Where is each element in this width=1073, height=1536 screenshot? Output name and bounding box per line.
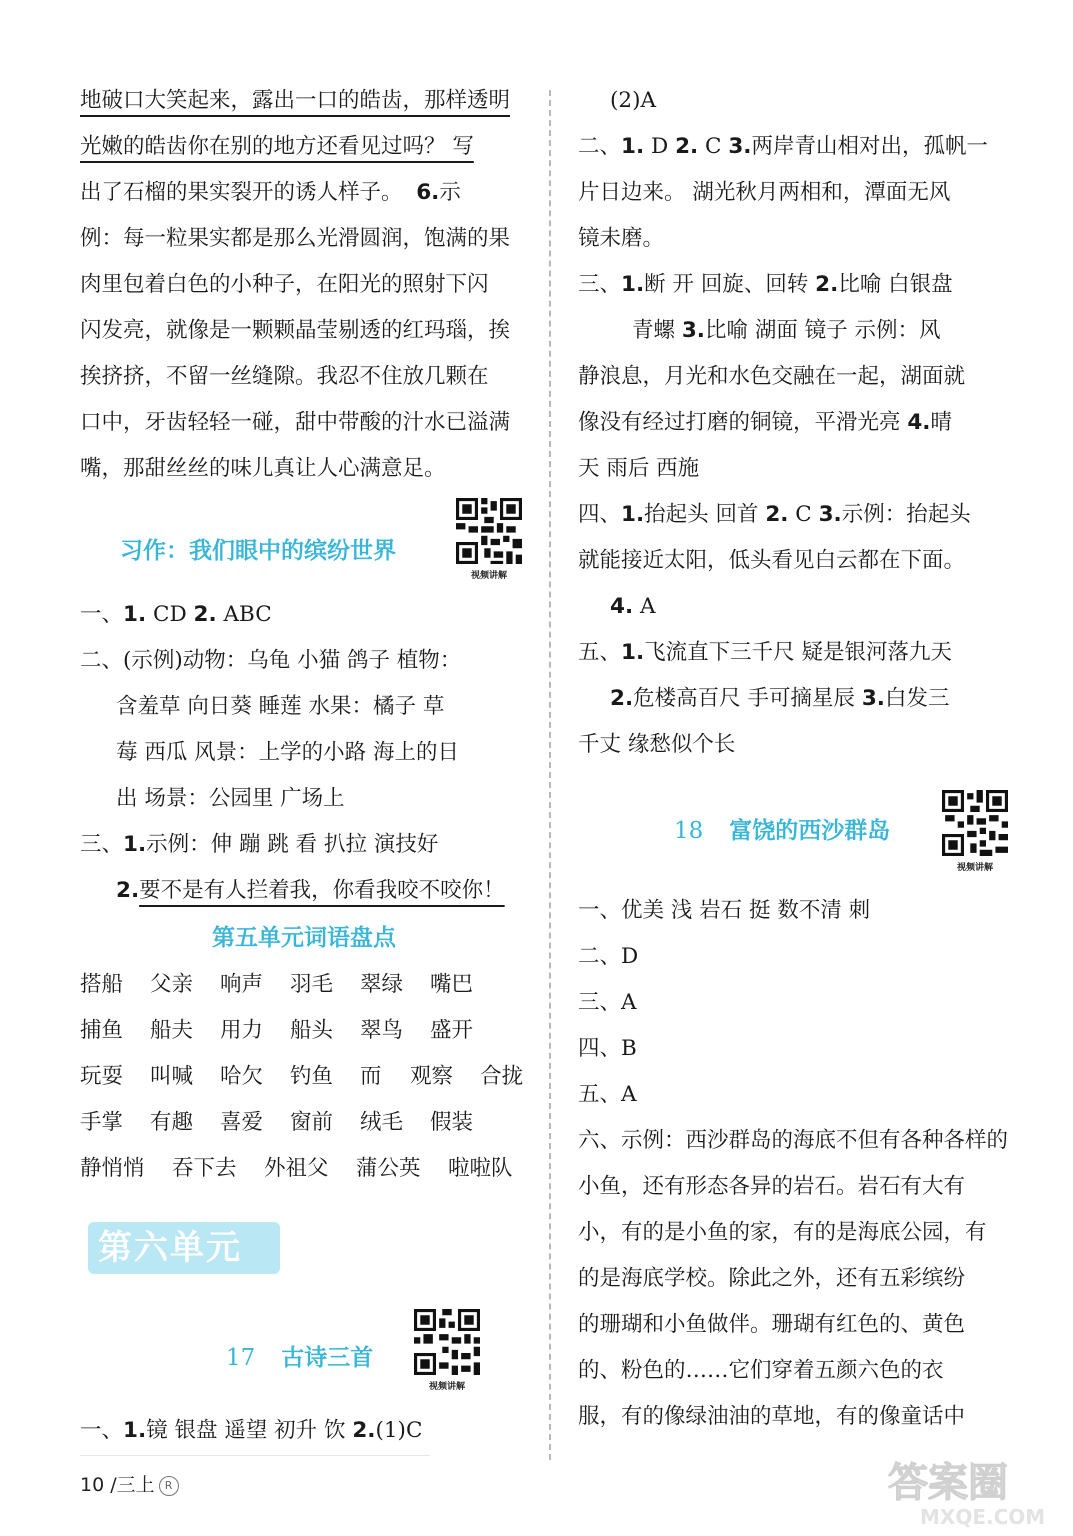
qr-label: 视频讲解 bbox=[470, 571, 507, 581]
answer-line: 四、1.抬起头 回首 2. C 3.示例：抬起头 bbox=[578, 502, 971, 527]
answer-line: (2)A bbox=[610, 88, 656, 113]
section-heading-xizuo bbox=[80, 492, 528, 592]
qr-code-icon bbox=[456, 498, 522, 564]
text-line: 嘴，那甜丝丝的味儿真让人心满意足。 bbox=[80, 456, 446, 481]
answer-line: 二、D bbox=[578, 944, 639, 969]
word-row: 玩耍 叫喊 哈欠 钓鱼 而 观察 合拢 bbox=[80, 1064, 524, 1089]
qr-code[interactable] bbox=[414, 1309, 480, 1392]
answer-line: 2.要不是有人拦着我，你看我咬不咬你！ bbox=[116, 878, 505, 903]
page-footer bbox=[80, 1470, 179, 1497]
answer-line: 一、1. CD 2. ABC bbox=[80, 602, 272, 627]
unit5-title: 第五单元词语盘点 bbox=[212, 925, 396, 951]
lesson17-heading bbox=[80, 1305, 528, 1405]
answer-line: 六、示例：西沙群岛的海底不但有各种各样的 bbox=[578, 1128, 1009, 1153]
answer-line: 四、B bbox=[578, 1036, 637, 1061]
answer-line: 静浪息，月光和水色交融在一起，湖面就 bbox=[578, 364, 966, 389]
answer-line: 青螺 3.比喻 湖面 镜子 示例：风 bbox=[632, 318, 941, 343]
unit5-word-list bbox=[80, 962, 528, 1192]
answer-line: 服，有的像绿油油的草地，有的像童话中 bbox=[578, 1404, 966, 1429]
text-line: 口中，牙齿轻轻一碰，甜中带酸的汁水已溢满 bbox=[80, 410, 511, 435]
qr-code-icon bbox=[414, 1309, 480, 1375]
qr-code-icon bbox=[942, 790, 1008, 856]
answer-line: 就能接近太阳，低头看见白云都在下面。 bbox=[578, 548, 966, 573]
answer-line: 莓 西瓜 风景：上学的小路 海上的日 bbox=[116, 740, 460, 765]
qr-label: 视频讲解 bbox=[428, 1382, 465, 1392]
answer-line: 的、粉色的……它们穿着五颜六色的衣 bbox=[578, 1358, 944, 1383]
word-row: 捕鱼 船夫 用力 船头 翠鸟 盛开 bbox=[80, 1018, 474, 1043]
answer-line: 三、A bbox=[578, 990, 637, 1015]
qr-label: 视频讲解 bbox=[956, 863, 993, 873]
text-line: 例：每一粒果实都是那么光滑圆润，饱满的果 bbox=[80, 226, 511, 251]
watermark-logo bbox=[880, 1450, 1065, 1530]
answer-line: 2.危楼高百尺 手可摘星辰 3.白发三 bbox=[610, 686, 950, 711]
answer-line: 五、A bbox=[578, 1082, 637, 1107]
section-title: 习作：我们眼中的缤纷世界 bbox=[120, 538, 396, 564]
lesson-title: 17 古诗三首 bbox=[226, 1345, 374, 1371]
text-line: 光嫩的皓齿你在别的地方还看见过吗？ 写 bbox=[80, 134, 474, 159]
answer-line: 像没有经过打磨的铜镜，平滑光亮 4.晴 bbox=[578, 410, 952, 435]
text-line: 出了石榴的果实裂开的诱人样子。 6.示 bbox=[80, 180, 461, 205]
answer-line: 天 雨后 西施 bbox=[578, 456, 700, 481]
page-number: 10 /三上 bbox=[80, 1474, 155, 1496]
answer-line: 镜未磨。 bbox=[578, 226, 665, 251]
answer-line: 小，有的是小鱼的家，有的是海底公园，有 bbox=[578, 1220, 987, 1245]
column-divider bbox=[549, 90, 551, 1460]
lesson17-answers bbox=[80, 1408, 528, 1454]
answer-line: 的是海底学校。除此之外，还有五彩缤纷 bbox=[578, 1266, 966, 1291]
word-row: 手掌 有趣 喜爱 窗前 绒毛 假装 bbox=[80, 1110, 474, 1135]
answer-line: 片日边来。 湖光秋月两相和，潭面无风 bbox=[578, 180, 951, 205]
answer-line: 的珊瑚和小鱼做伴。珊瑚有红色的、黄色 bbox=[578, 1312, 966, 1337]
footer-rule bbox=[80, 1455, 430, 1456]
answer-line: 五、1.飞流直下三千尺 疑是银河落九天 bbox=[578, 640, 952, 665]
right-column bbox=[578, 78, 1023, 1440]
answer-line: 4. A bbox=[610, 594, 656, 619]
lesson18-heading bbox=[578, 768, 1023, 888]
answer-line: 三、1.断 开 回旋、回转 2.比喻 白银盘 bbox=[578, 272, 953, 297]
answer-line: 千丈 缘愁似个长 bbox=[578, 732, 736, 757]
lesson-number: 18 bbox=[674, 818, 704, 844]
answer-line: 三、1.示例：伸 蹦 跳 看 扒拉 演技好 bbox=[80, 832, 439, 857]
edition-icon: R bbox=[159, 1476, 179, 1496]
answer-line: 一、优美 浅 岩石 挺 数不清 刺 bbox=[578, 898, 871, 923]
answer-line: 二、1. D 2. C 3.两岸青山相对出，孤帆一 bbox=[578, 134, 988, 159]
answer-line: 一、1.镜 银盘 遥望 初升 饮 2.(1)C bbox=[80, 1418, 423, 1443]
word-row: 静悄悄 吞下去 外祖父 蒲公英 啦啦队 bbox=[80, 1156, 513, 1181]
qr-code[interactable] bbox=[942, 790, 1008, 873]
word-row: 搭船 父亲 响声 羽毛 翠绿 嘴巴 bbox=[80, 972, 474, 997]
text-line: 闪发亮，就像是一颗颗晶莹剔透的红玛瑙，挨 bbox=[80, 318, 511, 343]
lesson-title: 18 富饶的西沙群岛 bbox=[674, 818, 891, 844]
lesson-number: 17 bbox=[226, 1345, 256, 1371]
text-line: 挨挤挤，不留一丝缝隙。我忍不住放几颗在 bbox=[80, 364, 489, 389]
watermark-icon bbox=[880, 1450, 1065, 1530]
text-line: 肉里包着白色的小种子，在阳光的照射下闪 bbox=[80, 272, 489, 297]
answer-line: 出 场景：公园里 广场上 bbox=[116, 786, 345, 811]
watermark-sub: MXQE.COM bbox=[920, 1505, 1046, 1529]
text-line: 地破口大笑起来，露出一口的皓齿，那样透明 bbox=[80, 88, 511, 113]
qr-code[interactable] bbox=[456, 498, 522, 581]
answer-line: 含羞草 向日葵 睡莲 水果：橘子 草 bbox=[116, 694, 445, 719]
watermark-text: 答案圈 bbox=[888, 1460, 1008, 1506]
unit6-badge: 第六单元 bbox=[88, 1222, 280, 1274]
answer-line: 二、(示例)动物：乌龟 小猫 鸽子 植物： bbox=[80, 648, 462, 673]
left-column bbox=[80, 78, 528, 1192]
answer-line: 小鱼，还有形态各异的岩石。岩石有大有 bbox=[578, 1174, 966, 1199]
